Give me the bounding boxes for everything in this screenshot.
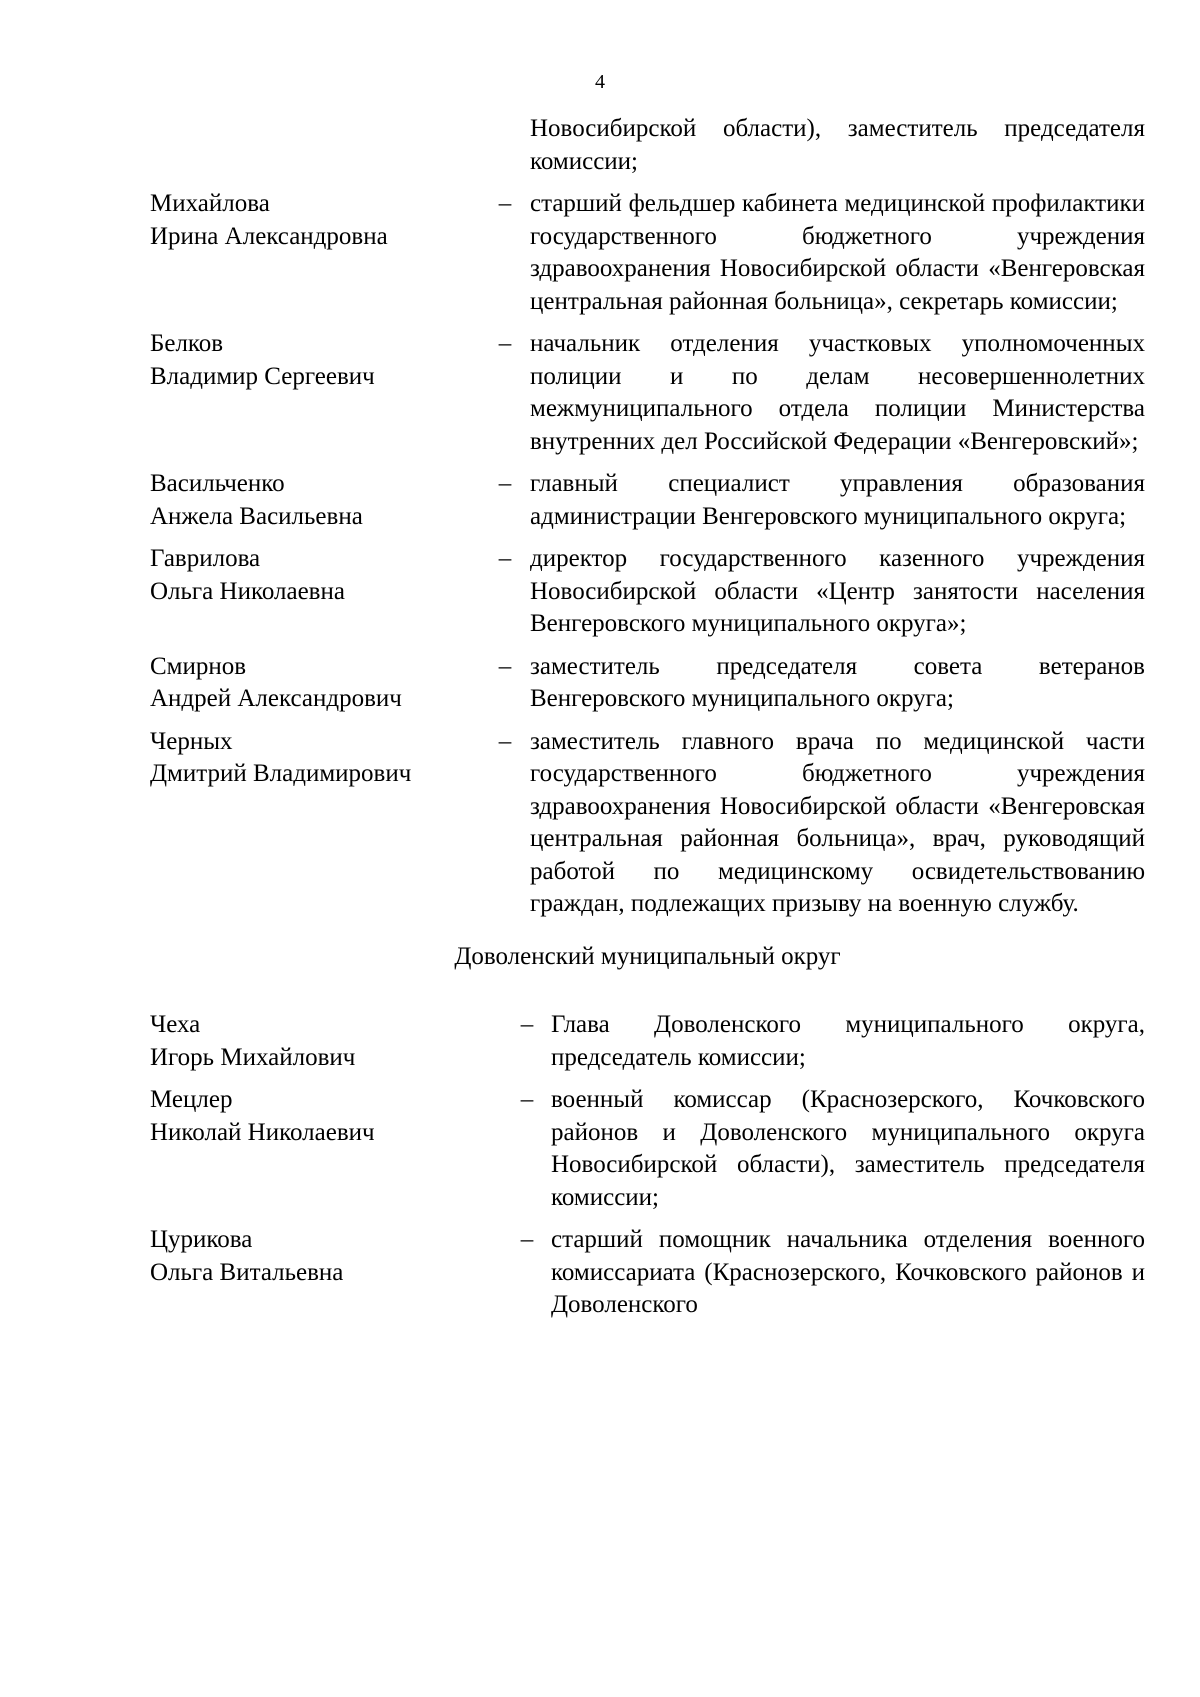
member-name (150, 651, 480, 716)
member-name (150, 726, 480, 791)
member-name (150, 328, 480, 393)
member-name (150, 188, 480, 253)
member-surname: Черных (150, 727, 233, 755)
member-name (150, 543, 480, 608)
continuation-text: Новосибирской области), заместитель председателя комиссии; (530, 115, 1145, 175)
member-given-name: Ольга Витальевна (150, 1258, 344, 1286)
member-surname: Цурикова (150, 1226, 253, 1253)
member-row (150, 188, 1145, 318)
dash-separator: – (520, 1086, 534, 1113)
member-surname: Мецлер (150, 1086, 233, 1113)
page-number: 4 (595, 71, 605, 93)
member-role: старший фельдшер кабинета медицинской профилактики государственного бюджетного учреждения здравоохранения Новосибирской области «Венгеровская центральная районная больница», секретарь комиссии; (530, 190, 1145, 315)
member-surname: Смирнов (150, 652, 247, 680)
dash-separator: – (498, 652, 512, 680)
member-surname: Васильченко (150, 470, 285, 497)
member-given-name: Анжела Васильевна (150, 502, 363, 530)
dash-separator: – (498, 727, 512, 755)
member-row (150, 328, 1145, 458)
member-row (150, 1084, 1145, 1214)
dash-separator: – (520, 1011, 534, 1038)
member-surname: Михайлова (150, 190, 270, 217)
member-role: директор государственного казенного учреждения Новосибирской области «Центр занятости населения Венгеровского муниципального округа»; (530, 545, 1145, 637)
member-name (150, 1009, 480, 1074)
document-body (150, 113, 1145, 1332)
member-given-name: Николай Николаевич (150, 1118, 375, 1146)
member-row (150, 468, 1145, 533)
member-surname: Гаврилова (150, 545, 261, 572)
dash-separator: – (498, 190, 512, 217)
member-role: заместитель председателя совета ветеранов Венгеровского муниципального округа; (530, 652, 1145, 712)
member-given-name: Владимир Сергеевич (150, 362, 375, 390)
dash-separator: – (498, 330, 512, 357)
member-name (150, 1224, 480, 1289)
member-row (150, 1009, 1145, 1074)
member-role: заместитель главного врача по медицинской части государственного бюджетного учреждения здравоохранения Новосибирской области «Венгеровская центральная районная больница», врач, руководящий работой по медицинскому освидетельствованию граждан, подлежащих призыву на военную службу. (530, 727, 1145, 917)
member-role: начальник отделения участковых уполномоченных полиции и по делам несовершеннолетних межмуниципального отдела полиции Министерства внутренних дел Российской Федерации «Венгеровский»; (530, 330, 1145, 455)
member-row (150, 543, 1145, 641)
member-row (150, 1224, 1145, 1322)
member-name (150, 1084, 480, 1149)
member-given-name: Андрей Александрович (150, 685, 402, 712)
dash-separator: – (498, 545, 512, 572)
member-role: военный комиссар (Краснозерского, Кочковского районов и Доволенского муниципального округа Новосибирской области), заместитель председателя комиссии; (551, 1086, 1145, 1211)
member-role: главный специалист управления образования администрации Венгеровского муниципального округа; (530, 470, 1145, 530)
dash-separator: – (498, 470, 512, 497)
member-given-name: Дмитрий Владимирович (150, 760, 412, 787)
member-surname: Чеха (150, 1011, 201, 1038)
member-given-name: Ольга Николаевна (150, 577, 345, 605)
member-role: Глава Доволенского муниципального округа, председатель комиссии; (551, 1011, 1145, 1071)
dash-separator: – (520, 1226, 534, 1253)
member-row (150, 651, 1145, 716)
section-vengerovsky (150, 113, 1145, 921)
member-name (150, 468, 480, 533)
section-heading: Доволенский муниципальный округ (454, 942, 841, 970)
member-given-name: Ирина Александровна (150, 222, 388, 250)
member-surname: Белков (150, 330, 224, 357)
member-row (150, 726, 1145, 921)
member-role: старший помощник начальника отделения военного комиссариата (Краснозерского, Кочковского районов и Доволенского (551, 1226, 1145, 1318)
section-dovolensky (150, 1009, 1145, 1322)
member-given-name: Игорь Михайлович (150, 1043, 356, 1071)
